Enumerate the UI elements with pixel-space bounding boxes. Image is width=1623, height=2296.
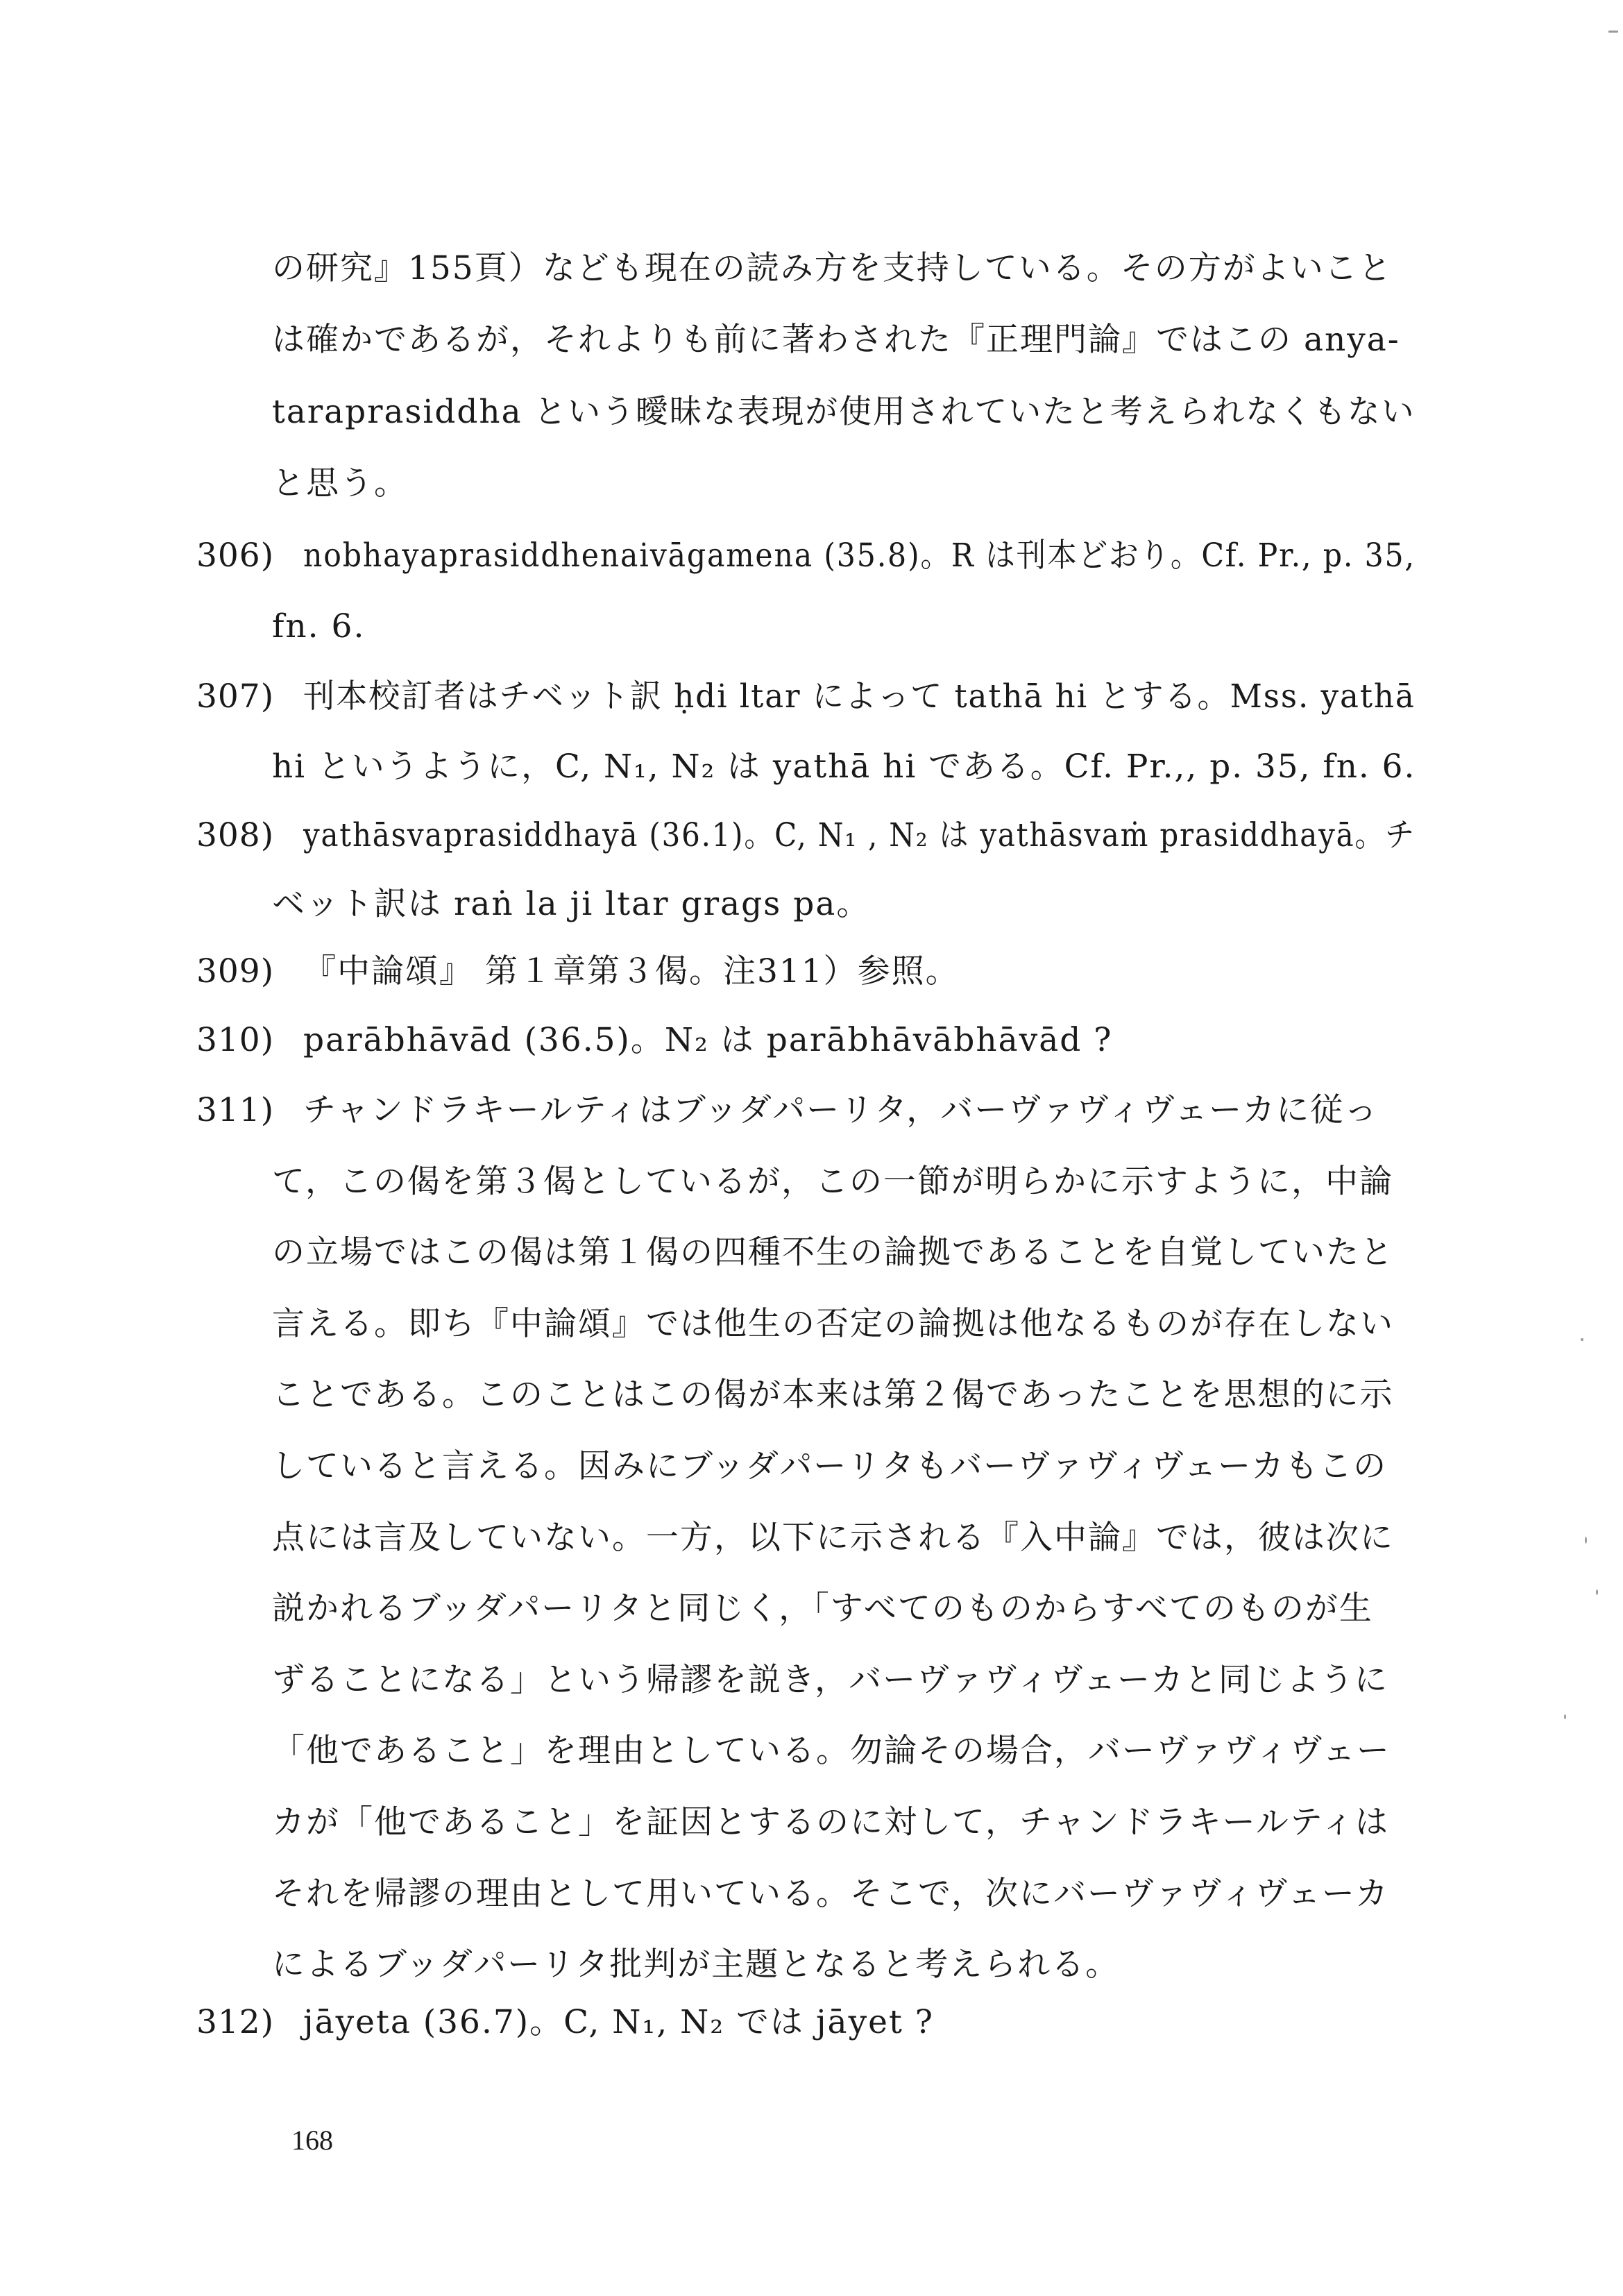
note-311-line: の立場ではこの偈は第１偈の四種不生の論拠であることを自覚していたと xyxy=(272,1233,1394,1272)
note-311-line: によるブッダパーリタ批判が主題となると考えられる。 xyxy=(272,1945,1120,1984)
note-309-line: 『中論頌』 第１章第３偈。注311）参照。 xyxy=(303,952,960,990)
note-311-line: 言える。即ち『中論頌』では他生の否定の論拠は他なるものが存在しない xyxy=(272,1305,1394,1343)
note-number-312: 312) xyxy=(196,2003,275,2041)
note-308-line: yathāsvaprasiddhayā (36.1)。C, N₁ , N₂ は yathāsvaṁ prasiddhayā。チ xyxy=(303,816,1416,854)
scan-speck xyxy=(1581,1338,1583,1341)
note-306-line: nobhayaprasiddhenaivāgamena (35.8)。R は刊本どおり。Cf. Pr., p. 35, xyxy=(303,537,1416,575)
page-number: 168 xyxy=(291,2125,333,2156)
note-307-line: hi というように，C, N₁, N₂ は yathā hi である。Cf. Pr.,, p. 35, fn. 6. xyxy=(272,748,1416,786)
note-number-307: 307) xyxy=(196,677,275,716)
text-line: taraprasiddha という曖昧な表現が使用されていたと考えられなくもない xyxy=(272,393,1416,431)
note-311-line: 説かれるブッダパーリタと同じく，「すべてのものからすべてのものが生 xyxy=(272,1589,1373,1628)
note-311-line: していると言える。因みにブッダパーリタもバーヴァヴィヴェーカもこの xyxy=(272,1447,1388,1485)
note-306-line: fn. 6. xyxy=(272,607,366,645)
note-number-308: 308) xyxy=(196,816,275,854)
note-311-line: 「他であること」を理由としている。勿論その場合，バーヴァヴィヴェー xyxy=(272,1732,1391,1770)
note-312-line: jāyeta (36.7)。C, N₁, N₂ では jāyet ? xyxy=(303,2003,934,2041)
note-number-310: 310) xyxy=(196,1021,275,1059)
note-311-line: チャンドラキールティはブッダパーリタ，バーヴァヴィヴェーカに従っ xyxy=(303,1091,1379,1129)
note-310-line: parābhāvād (36.5)。N₂ は parābhāvābhāvād ? xyxy=(303,1021,1113,1059)
note-311-line: ずることになる」という帰謬を説き，バーヴァヴィヴェーカと同じように xyxy=(272,1661,1389,1699)
note-number-306: 306) xyxy=(196,537,275,575)
note-307-line: 刊本校訂者はチベット訳 ḥdi ltar によって tathā hi とする。Mss. yathā xyxy=(303,677,1416,716)
scan-speck xyxy=(1564,1714,1566,1719)
note-308-line: ベット訳は raṅ la ji ltar grags pa。 xyxy=(272,885,871,923)
note-311-line: 点には言及していない。一方，以下に示される『入中論』では，彼は次に xyxy=(272,1519,1394,1557)
scan-speck xyxy=(1596,1589,1598,1595)
note-311-line: ことである。このことはこの偈が本来は第２偈であったことを思想的に示 xyxy=(272,1376,1394,1414)
note-311-line: それを帰謬の理由として用いている。そこで，次にバーヴァヴィヴェーカ xyxy=(272,1875,1389,1913)
note-number-311: 311) xyxy=(196,1091,275,1129)
scan-speck xyxy=(1585,1537,1587,1544)
scan-speck xyxy=(1608,31,1618,33)
note-311-line: カが「他であること」を証因とするのに対して，チャンドラキールティは xyxy=(272,1803,1389,1841)
text-line: の研究』155頁）なども現在の読み方を支持している。その方がよいこと xyxy=(272,249,1393,287)
text-line: は確かであるが，それよりも前に著わされた『正理門論』ではこの anya- xyxy=(272,321,1400,359)
note-311-line: て，この偈を第３偈としているが，この一節が明らかに示すように，中論 xyxy=(272,1163,1394,1201)
text-line: と思う。 xyxy=(272,464,408,503)
note-number-309: 309) xyxy=(196,952,275,990)
